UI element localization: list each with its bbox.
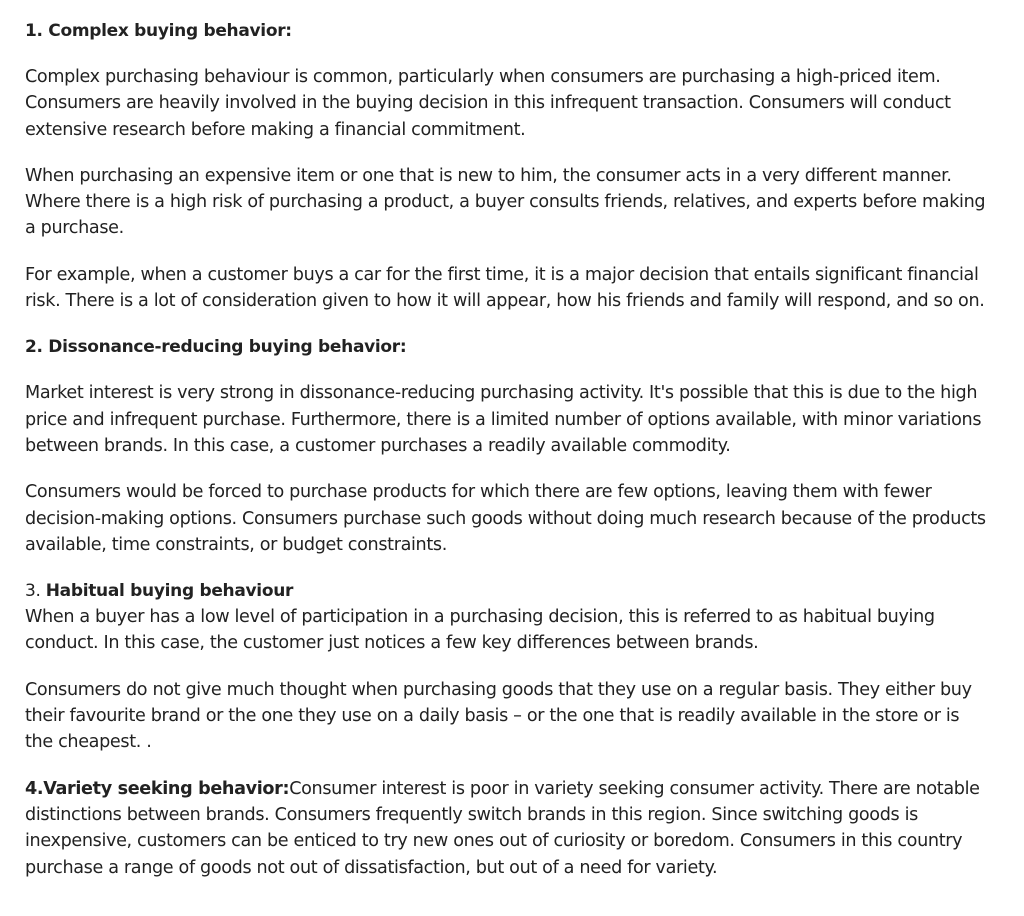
section-3-paragraph-1: When a buyer has a low level of participation in a purchasing decision, this is referred to as habitual buying conduct. In this case, the customer just notices a few key differences between brands.	[25, 607, 935, 654]
section-1-paragraph-3: For example, when a customer buys a car for the first time, it is a major decision that entails significant financial risk. There is a lot of consideration given to how it will appear, how his friends and family will respond, and so on.	[25, 264, 985, 312]
section-4-text: Consumer interest is poor in variety seeking consumer activity. There are notable distinctions between brands. Consumers frequently switch brands in this region. Since switching goods is inexpensive, customers can be enticed to try new ones out of curiosity or boredom. Consumers in this country purchase a range of goods not out of dissatisfaction, but out of a need for variety.	[25, 778, 980, 878]
section-3-title: Habitual buying behaviour	[45, 581, 294, 602]
section-2-heading: 2. Dissonance-reducing buying behavior:	[25, 337, 407, 358]
section-1-paragraph-2: When purchasing an expensive item or one that is new to him, the consumer acts in a very different manner. Where there is a high risk of purchasing a product, a buyer consults friends, relatives, and experts before making a purchase.	[25, 165, 986, 239]
section-3-heading	[25, 578, 988, 604]
section-3-number: 3.	[25, 581, 46, 602]
section-1-heading: 1. Complex buying behavior:	[25, 21, 292, 41]
section-2-paragraph-2: Consumers would be forced to purchase products for which there are few options, leaving them with fewer decision-making options. Consumers purchase such goods without doing much research because of the products available, time constraints, or budget constraints.	[25, 482, 986, 555]
section-1-paragraph-1: Complex purchasing behaviour is common, particularly when consumers are purchasing a high-priced item. Consumers are heavily involved in the buying decision in this infrequent transaction. Consumers will conduct extensive research before making a financial commitment.	[25, 67, 951, 140]
section-2-paragraph-1: Market interest is very strong in dissonance-reducing purchasing activity. It's possible that this is due to the high price and infrequent purchase. Furthermore, there is a limited number of options available, with minor variations between brands. In this case, a customer purchases a readily available commodity.	[25, 383, 982, 456]
section-4-heading: 4.Variety seeking behavior:	[25, 778, 290, 799]
section-4-paragraph	[25, 776, 988, 881]
section-3-paragraph-2: Consumers do not give much thought when purchasing goods that they use on a regular basis. They either buy their favourite brand or the one they use on a daily basis – or the one that is readily available in the store or is the cheapest. .	[25, 679, 972, 753]
